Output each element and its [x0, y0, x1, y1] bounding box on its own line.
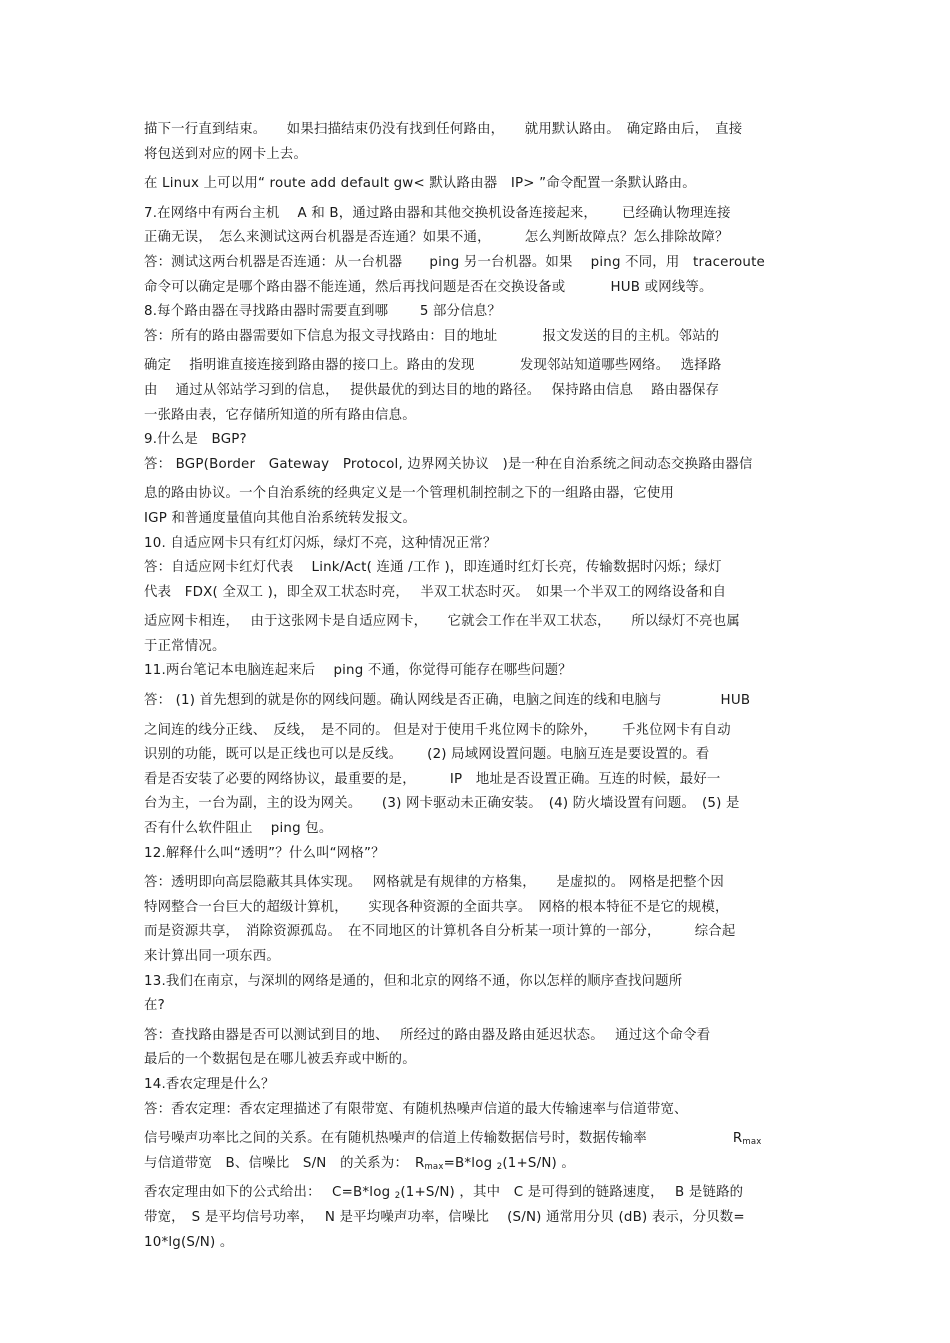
subscript: 2: [496, 1161, 503, 1172]
text-line: 在?: [144, 998, 165, 1014]
answer-line: 答： BGP(Border Gateway Protocol, 边界网关协议 )是一种在自治系统之间动态交换路由器信: [144, 456, 753, 472]
text-line: 正确无误， 怎么来测试这两台机器是否连通？如果不通， 怎么判断故障点？怎么排除故障？: [144, 230, 729, 246]
subscript: max: [742, 1137, 762, 1148]
text-line: [144, 1127, 810, 1152]
text-line: 最后的一个数据包是在哪儿被丢弃或中断的。: [144, 1052, 416, 1068]
subscript: max: [424, 1161, 444, 1172]
answer-line: 答：测试这两台机器是否连通：从一台机器 ping 另一台机器。如果 ping 不同，用 traceroute: [144, 254, 765, 270]
answer-line: 答：自适应网卡红灯代表 Link/Act( 连通 /工作 )，即连通时红灯长亮，传输数据时闪烁；绿灯: [144, 560, 722, 576]
question-heading: 12.解释什么叫“透明”？什么叫“网格”？: [144, 845, 385, 861]
text-line: 代表 FDX( 全双工 )，即全双工状态时亮， 半双工状态时灭。 如果一个半双工的网络设备和自: [144, 584, 727, 600]
text-line: 之间连的线分正线、 反线， 是不同的。 但是对于使用千兆位网卡的除外， 千兆位网卡有自动: [144, 722, 731, 738]
question-heading: 9.什么是 BGP?: [144, 432, 247, 448]
text-line: 来计算出同一项东西。: [144, 949, 280, 964]
text-line: 一张路由表，它存储所知道的所有路由信息。: [144, 407, 416, 423]
answer-line: 答：所有的路由器需要如下信息为报文寻找路由：目的地址 报文发送的目的主机。邻站的: [144, 328, 720, 344]
text-segment: 信号噪声功率比之间的关系。在有随机热噪声的信道上传输数据信号时，数据传输率 R: [144, 1131, 743, 1147]
question-heading: 7.在网络中有两台主机 A 和 B，通过路由器和其他交换机设备连接起来， 已经确认物理连接: [144, 205, 731, 221]
formula-line: [144, 1152, 810, 1177]
answer-line: 答：透明即向高层隐蔽其具体实现。 网格就是有规律的方格集， 是虚拟的。 网格是把整个因: [144, 875, 724, 891]
answer-line: 答：香农定理：香农定理描述了有限带宽、有随机热噪声信道的最大传输速率与信道带宽、: [144, 1101, 688, 1117]
question-heading: 11.两台笔记本电脑连起来后 ping 不通，你觉得可能存在哪些问题？: [144, 663, 572, 679]
text-segment: (1+S/N) ，其中 C 是可得到的链路速度， B 是链路的: [400, 1185, 744, 1201]
text-line: 在 Linux 上可以用“ route add default gw< 默认路由器 IP> ”命令配置一条默认路由。: [144, 176, 696, 192]
formula-line: [144, 1181, 810, 1206]
text-line: 看是否安装了必要的网络协议，最重要的是， IP 地址是否设置正确。互连的时候，最好一: [144, 771, 721, 787]
text-line: 确定 指明谁直接连接到路由器的接口上。路由的发现 发现邻站知道哪些网络。 选择路: [144, 358, 722, 374]
question-heading: 8.每个路由器在寻找路由器时需要直到哪 5 部分信息？: [144, 304, 501, 320]
text-line: 特网整合一台巨大的超级计算机， 实现各种资源的全面共享。 网格的根本特征不是它的规模，: [144, 899, 729, 915]
text-line: 而是资源共享， 消除资源孤岛。 在不同地区的计算机各自分析某一项计算的一部分， 综合起: [144, 924, 736, 940]
text-line: 否有什么软件阻止 ping 包。: [144, 821, 333, 837]
text-line: 台为主，一台为副，主的设为网关。 (3) 网卡驱动未正确安装。 (4) 防火墙设置有问题。 (5) 是: [144, 796, 740, 812]
text-line: 带宽， S 是平均信号功率， N 是平均噪声功率，信噪比 (S/N) 通常用分贝 (dB) 表示，分贝数=: [144, 1209, 745, 1225]
subscript: 2: [394, 1191, 401, 1202]
text-line: 将包送到对应的网卡上去。: [144, 146, 308, 162]
text-line: 描下一行直到结束。 如果扫描结束仍没有找到任何路由， 就用默认路由。 确定路由后， 直接: [144, 122, 743, 137]
text-line: 10*lg(S/N) 。: [144, 1234, 234, 1250]
answer-line: 答： (1) 首先想到的就是你的网线问题。确认网线是否正确，电脑之间连的线和电脑与 HUB: [144, 693, 751, 709]
question-heading: 14.香农定理是什么？: [144, 1076, 275, 1092]
text-line: 命令可以确定是哪个路由器不能连通，然后再找问题是否在交换设备或 HUB 或网线等。: [144, 279, 713, 295]
text-line: IGP 和普通度量值向其他自治系统转发报文。: [144, 510, 417, 526]
text-line: 适应网卡相连， 由于这张网卡是自适应网卡， 它就会工作在半双工状态， 所以绿灯不亮也属: [144, 614, 740, 630]
text-line: 由 通过从邻站学习到的信息， 提供最优的到达目的地的路径。 保持路由信息 路由器保存: [144, 382, 720, 398]
text-segment: 香农定理由如下的公式给出： C=B*log: [144, 1185, 395, 1201]
text-line: 息的路由协议。一个自治系统的经典定义是一个管理机制控制之下的一组路由器，它使用: [144, 486, 675, 502]
text-segment: (1+S/N) 。: [502, 1155, 576, 1171]
text-segment: =B*log: [443, 1155, 497, 1171]
question-heading: 13.我们在南京，与深圳的网络是通的，但和北京的网络不通，你以怎样的顺序查找问题所: [144, 973, 683, 989]
text-segment: 与信道带宽 B、信噪比 S/N 的关系为： R: [144, 1155, 425, 1171]
answer-line: 答：查找路由器是否可以测试到目的地、 所经过的路由器及路由延迟状态。 通过这个命令看: [144, 1027, 711, 1043]
text-line: 于正常情况。: [144, 638, 226, 654]
document-body: [144, 118, 810, 1255]
text-line: 识别的功能，既可以是正线也可以是反线。 (2) 局域网设置问题。电脑互连是要设置的。看: [144, 747, 710, 763]
question-heading: 10. 自适应网卡只有红灯闪烁，绿灯不亮，这种情况正常？: [144, 535, 497, 551]
